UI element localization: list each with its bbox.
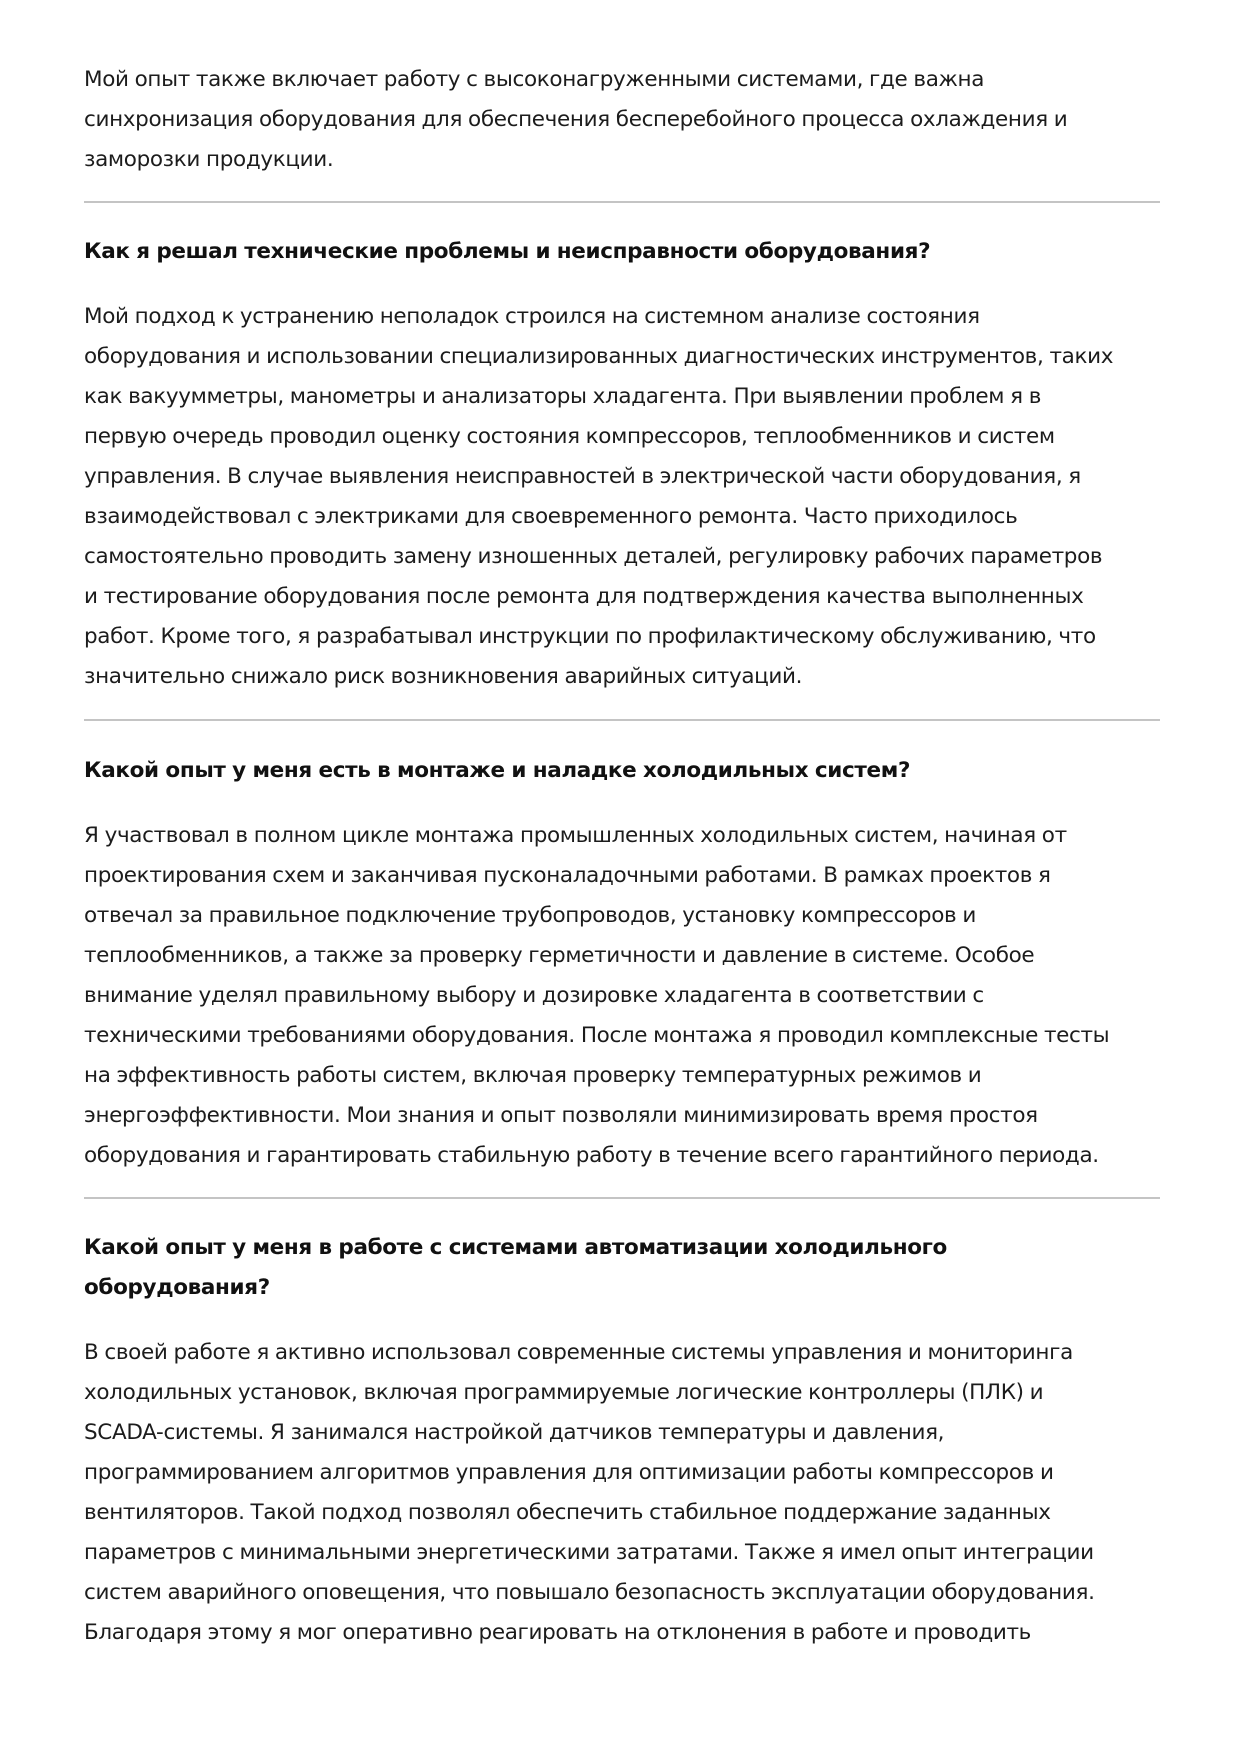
paragraph-line: программированием алгоритмов управления для оптимизации работы компрессоров и	[84, 1460, 1054, 1485]
paragraph-line: параметров с минимальными энергетическими затратами. Также я имел опыт интеграции	[84, 1540, 1094, 1565]
paragraph-line: Я участвовал в полном цикле монтажа промышленных холодильных систем, начиная от	[84, 823, 1067, 848]
paragraph-line: вентиляторов. Такой подход позволял обеспечить стабильное поддержание заданных	[84, 1500, 1051, 1525]
paragraph-line: теплообменников, а также за проверку герметичности и давление в системе. Особое	[84, 943, 1035, 968]
paragraph-line: управления. В случае выявления неисправностей в электрической части оборудования, я	[84, 464, 1081, 489]
section-paragraph-troubleshooting	[84, 297, 1160, 697]
section-heading-automation: Какой опыт у меня в работе с системами автоматизации холодильного оборудования?	[84, 1235, 947, 1300]
paragraph-line: отвечал за правильное подключение трубопроводов, установку компрессоров и	[84, 903, 976, 928]
paragraph-line: систем аварийного оповещения, что повышало безопасность эксплуатации оборудования.	[84, 1580, 1095, 1605]
paragraph-line: оборудования и гарантировать стабильную работу в течение всего гарантийного периода.	[84, 1143, 1099, 1168]
paragraph-line: В своей работе я активно использовал современные системы управления и мониторинга	[84, 1340, 1073, 1365]
paragraph-line: взаимодействовал с электриками для своевременного ремонта. Часто приходилось	[84, 504, 1018, 529]
intro-line: заморозки продукции.	[84, 147, 334, 172]
section-heading-troubleshooting: Как я решал технические проблемы и неисправности оборудования?	[84, 239, 931, 264]
paragraph-line: как вакуумметры, манометры и анализаторы хладагента. При выявлении проблем я в	[84, 384, 1042, 409]
section-paragraph-installation	[84, 816, 1160, 1176]
intro-line: синхронизация оборудования для обеспечения бесперебойного процесса охлаждения и	[84, 107, 1068, 132]
paragraph-line: первую очередь проводил оценку состояния компрессоров, теплообменников и систем	[84, 424, 1055, 449]
paragraph-line: Благодаря этому я мог оперативно реагировать на отклонения в работе и проводить	[84, 1620, 1031, 1645]
section-divider	[84, 1197, 1160, 1199]
paragraph-line: и тестирование оборудования после ремонта для подтверждения качества выполненных	[84, 584, 1084, 609]
section-heading-installation: Какой опыт у меня есть в монтаже и наладке холодильных систем?	[84, 758, 911, 783]
paragraph-line: Мой подход к устранению неполадок строился на системном анализе состояния	[84, 304, 980, 329]
intro-line: Мой опыт также включает работу с высоконагруженными системами, где важна	[84, 67, 985, 92]
paragraph-line: SCADA-системы. Я занимался настройкой датчиков температуры и давления,	[84, 1420, 945, 1445]
paragraph-line: холодильных установок, включая программируемые логические контроллеры (ПЛК) и	[84, 1380, 1044, 1405]
paragraph-line: на эффективность работы систем, включая проверку температурных режимов и	[84, 1063, 982, 1088]
paragraph-line: энергоэффективности. Мои знания и опыт позволяли минимизировать время простоя	[84, 1103, 1038, 1128]
intro-paragraph	[84, 60, 1160, 180]
paragraph-line: оборудования и использовании специализированных диагностических инструментов, таких	[84, 344, 1114, 369]
paragraph-line: самостоятельно проводить замену изношенных деталей, регулировку рабочих параметров	[84, 544, 1103, 569]
paragraph-line: техническими требованиями оборудования. После монтажа я проводил комплексные тесты	[84, 1023, 1110, 1048]
paragraph-line: работ. Кроме того, я разрабатывал инструкции по профилактическому обслуживанию, что	[84, 624, 1096, 649]
paragraph-line: значительно снижало риск возникновения аварийных ситуаций.	[84, 664, 803, 689]
section-paragraph-automation	[84, 1333, 1160, 1653]
paragraph-line: проектирования схем и заканчивая пусконаладочными работами. В рамках проектов я	[84, 863, 1051, 888]
paragraph-line: внимание уделял правильному выбору и дозировке хладагента в соответствии с	[84, 983, 984, 1008]
section-divider	[84, 201, 1160, 203]
section-divider	[84, 719, 1160, 721]
